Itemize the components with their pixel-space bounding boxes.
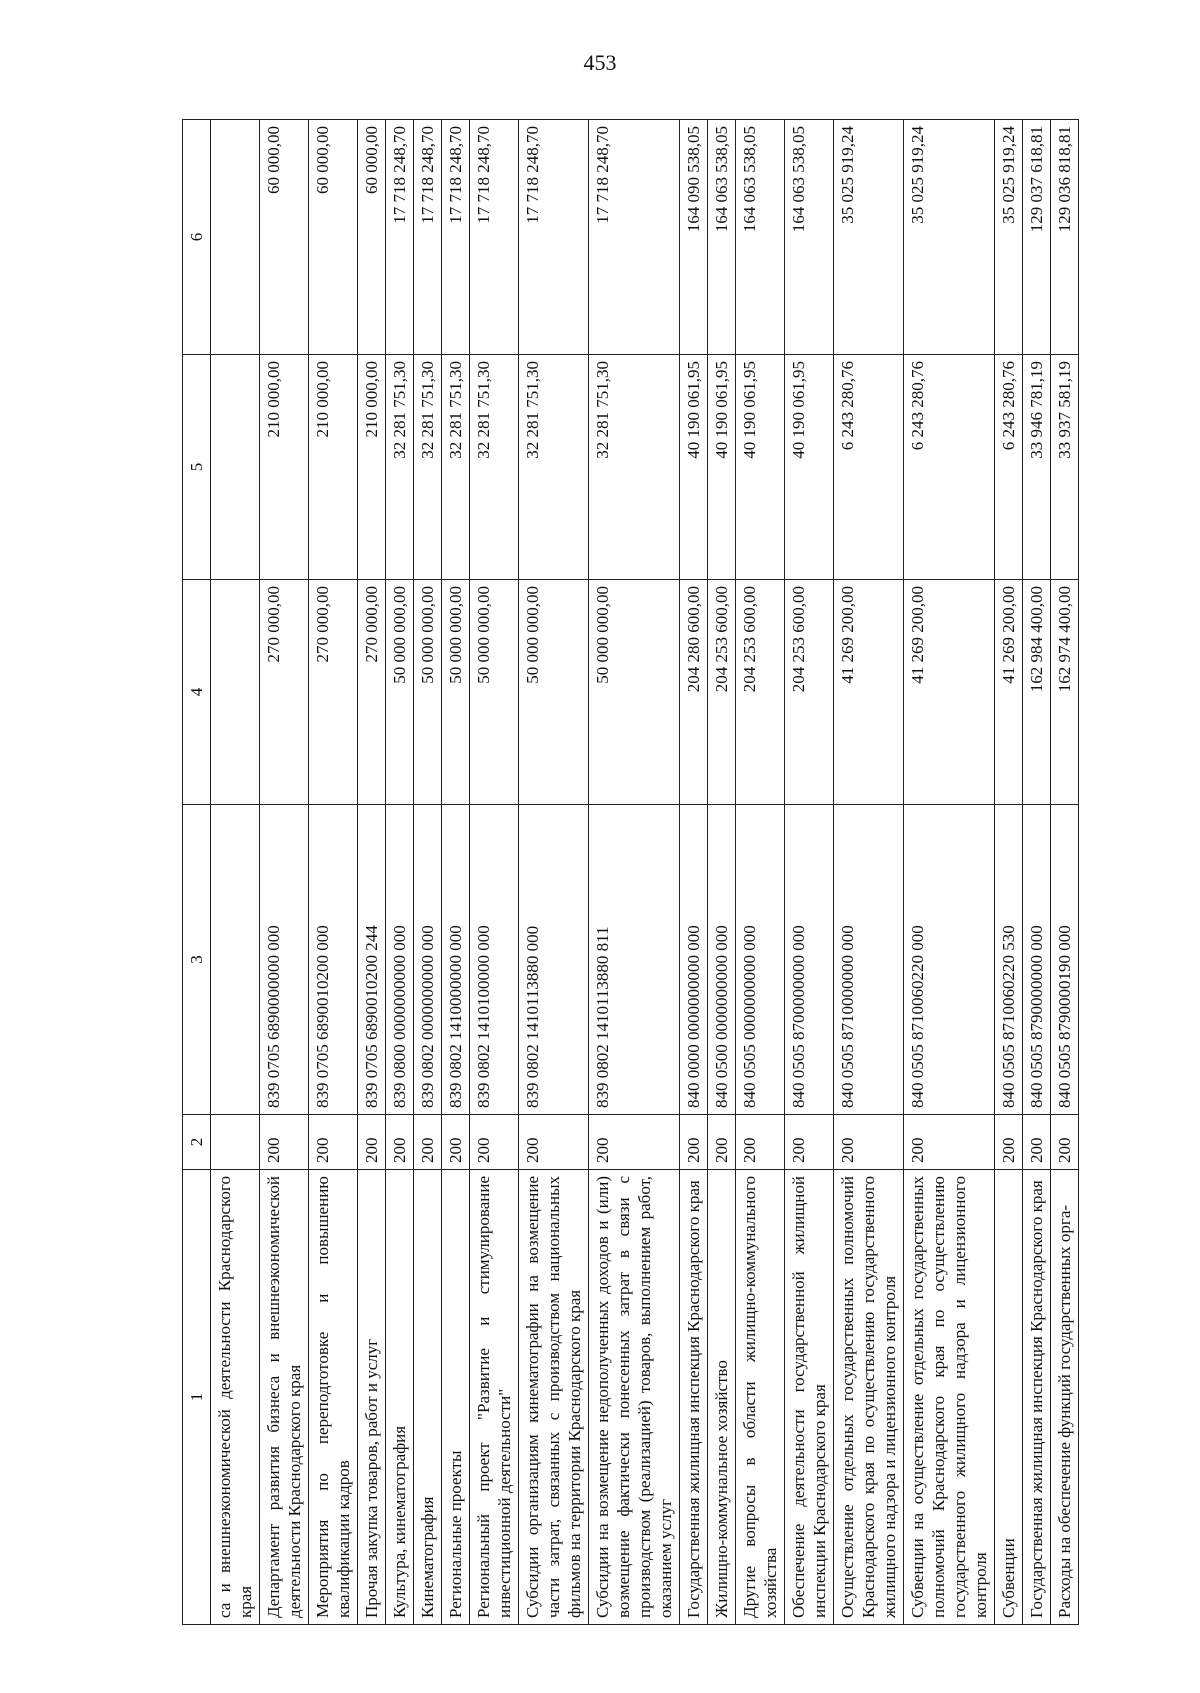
row-line-code: 200 [470, 1115, 519, 1170]
table-row [470, 120, 519, 1625]
budget-table-rotated [182, 120, 1200, 1625]
row-budget-code: 840 0505 0000000000 000 [736, 805, 785, 1115]
table-row [519, 120, 589, 1625]
column-header: 2 [183, 1115, 211, 1170]
row-unexecuted: 35 025 919,24 [904, 120, 995, 355]
row-budget-code: 840 0000 0000000000 000 [680, 805, 708, 1115]
row-budget-code: 840 0505 8790000000 000 [1023, 805, 1051, 1115]
row-line-code: 200 [519, 1115, 589, 1170]
row-approved: 204 280 600,00 [680, 580, 708, 805]
row-unexecuted: 17 718 248,70 [386, 120, 414, 355]
row-executed: 210 000,00 [260, 355, 309, 580]
row-approved: 162 974 400,00 [1051, 580, 1079, 805]
table-row [211, 120, 260, 1625]
page-number: 453 [583, 50, 617, 75]
row-approved: 50 000 000,00 [386, 580, 414, 805]
row-executed: 6 243 280,76 [904, 355, 995, 580]
row-budget-code [211, 805, 260, 1115]
table-row [904, 120, 995, 1625]
row-description: Субсидии организациям кинематографии на возмещение части затрат, связанных с производством национальных фильмов на территории Краснодарского края [519, 1170, 589, 1625]
row-budget-code: 840 0505 8700000000 000 [785, 805, 834, 1115]
row-line-code: 200 [309, 1115, 358, 1170]
row-unexecuted: 35 025 919,24 [834, 120, 904, 355]
row-approved: 204 253 600,00 [785, 580, 834, 805]
row-executed: 33 946 781,19 [1023, 355, 1051, 580]
row-description: Прочая закупка товаров, работ и услуг [358, 1170, 386, 1625]
row-line-code: 200 [386, 1115, 414, 1170]
table-row [260, 120, 309, 1625]
row-line-code: 200 [589, 1115, 680, 1170]
row-executed: 210 000,00 [358, 355, 386, 580]
table-header-row [183, 120, 211, 1625]
row-unexecuted: 60 000,00 [358, 120, 386, 355]
row-budget-code: 840 0505 8710060220 000 [904, 805, 995, 1115]
row-executed: 40 190 061,95 [680, 355, 708, 580]
row-executed: 32 281 751,30 [470, 355, 519, 580]
row-line-code: 200 [736, 1115, 785, 1170]
row-unexecuted: 164 063 538,05 [785, 120, 834, 355]
row-unexecuted: 17 718 248,70 [589, 120, 680, 355]
row-line-code: 200 [995, 1115, 1023, 1170]
table-row [995, 120, 1023, 1625]
row-approved: 162 984 400,00 [1023, 580, 1051, 805]
row-budget-code: 839 0802 1410100000 000 [470, 805, 519, 1115]
column-header: 5 [183, 355, 211, 580]
row-approved: 50 000 000,00 [414, 580, 442, 805]
row-approved: 204 253 600,00 [736, 580, 785, 805]
row-executed: 40 190 061,95 [736, 355, 785, 580]
row-line-code: 200 [442, 1115, 470, 1170]
row-unexecuted: 17 718 248,70 [414, 120, 442, 355]
row-approved: 270 000,00 [309, 580, 358, 805]
row-line-code: 200 [904, 1115, 995, 1170]
row-budget-code: 840 0505 8710000000 000 [834, 805, 904, 1115]
row-description: Субвенции [995, 1170, 1023, 1625]
row-description: Расходы на обеспечение функций государственных орга- [1051, 1170, 1079, 1625]
row-line-code: 200 [680, 1115, 708, 1170]
row-line-code: 200 [708, 1115, 736, 1170]
table-row [708, 120, 736, 1625]
row-line-code: 200 [414, 1115, 442, 1170]
row-line-code: 200 [1051, 1115, 1079, 1170]
row-budget-code: 840 0500 0000000000 000 [708, 805, 736, 1115]
row-description: Жилищно-коммунальное хозяйство [708, 1170, 736, 1625]
row-executed: 6 243 280,76 [995, 355, 1023, 580]
row-unexecuted: 60 000,00 [260, 120, 309, 355]
row-unexecuted [211, 120, 260, 355]
row-budget-code: 840 0505 8710060220 530 [995, 805, 1023, 1115]
row-budget-code: 839 0802 0000000000 000 [414, 805, 442, 1115]
row-approved: 204 253 600,00 [708, 580, 736, 805]
row-budget-code: 839 0705 6890010200 000 [309, 805, 358, 1115]
row-unexecuted: 164 063 538,05 [736, 120, 785, 355]
row-approved: 270 000,00 [260, 580, 309, 805]
row-description: Другие вопросы в области жилищно-коммунального хозяйства [736, 1170, 785, 1625]
table-row [442, 120, 470, 1625]
table-row [834, 120, 904, 1625]
row-unexecuted: 17 718 248,70 [470, 120, 519, 355]
row-description: Кинематография [414, 1170, 442, 1625]
row-line-code: 200 [834, 1115, 904, 1170]
row-unexecuted: 129 036 818,81 [1051, 120, 1079, 355]
row-approved: 50 000 000,00 [442, 580, 470, 805]
row-unexecuted: 129 037 618,81 [1023, 120, 1051, 355]
row-approved: 270 000,00 [358, 580, 386, 805]
column-header: 1 [183, 1170, 211, 1625]
row-unexecuted: 17 718 248,70 [519, 120, 589, 355]
row-executed: 40 190 061,95 [708, 355, 736, 580]
row-description: Региональные проекты [442, 1170, 470, 1625]
row-line-code: 200 [785, 1115, 834, 1170]
column-header: 3 [183, 805, 211, 1115]
row-budget-code: 839 0705 6890010200 244 [358, 805, 386, 1115]
row-unexecuted: 164 063 538,05 [708, 120, 736, 355]
row-executed: 32 281 751,30 [414, 355, 442, 580]
row-approved: 41 269 200,00 [834, 580, 904, 805]
row-approved: 50 000 000,00 [589, 580, 680, 805]
row-executed: 32 281 751,30 [519, 355, 589, 580]
table-row [309, 120, 358, 1625]
row-description: Государственная жилищная инспекция Краснодарского края [680, 1170, 708, 1625]
row-executed: 33 937 581,19 [1051, 355, 1079, 580]
table-row [1023, 120, 1051, 1625]
row-line-code [211, 1115, 260, 1170]
table-row [680, 120, 708, 1625]
budget-table [182, 119, 1079, 1625]
row-description: Культура, кинематография [386, 1170, 414, 1625]
column-header: 4 [183, 580, 211, 805]
table-row [386, 120, 414, 1625]
row-budget-code: 839 0705 6890000000 000 [260, 805, 309, 1115]
row-budget-code: 839 0802 1410113880 000 [519, 805, 589, 1115]
row-executed: 40 190 061,95 [785, 355, 834, 580]
table-row [785, 120, 834, 1625]
row-line-code: 200 [358, 1115, 386, 1170]
table-row [358, 120, 386, 1625]
row-description: Региональный проект "Развитие и стимулирование инвестиционной деятельности" [470, 1170, 519, 1625]
row-executed [211, 355, 260, 580]
row-description: Субсидии на возмещение недополученных доходов и (или) возмещение фактически понесенных затрат в связи с производством (реализацией) товаров, выполнением работ, оказанием услуг [589, 1170, 680, 1625]
row-unexecuted: 35 025 919,24 [995, 120, 1023, 355]
row-executed: 210 000,00 [309, 355, 358, 580]
row-approved [211, 580, 260, 805]
row-description: са и внешнеэкономической деятельности Краснодарского края [211, 1170, 260, 1625]
row-unexecuted: 60 000,00 [309, 120, 358, 355]
row-line-code: 200 [1023, 1115, 1051, 1170]
table-row [589, 120, 680, 1625]
table-row [1051, 120, 1079, 1625]
row-budget-code: 839 0800 0000000000 000 [386, 805, 414, 1115]
table-body [211, 120, 1079, 1625]
row-budget-code: 840 0505 8790000190 000 [1051, 805, 1079, 1115]
row-approved: 41 269 200,00 [995, 580, 1023, 805]
table-row [414, 120, 442, 1625]
row-unexecuted: 164 090 538,05 [680, 120, 708, 355]
row-executed: 32 281 751,30 [589, 355, 680, 580]
column-header: 6 [183, 120, 211, 355]
row-description: Осуществление отдельных государственных полномочий Краснодарского края по осуществлению государственного жилищного надзора и лицензионного контроля [834, 1170, 904, 1625]
row-executed: 32 281 751,30 [386, 355, 414, 580]
row-description: Государственная жилищная инспекция Краснодарского края [1023, 1170, 1051, 1625]
row-description: Обеспечение деятельности государственной жилищной инспекции Краснодарского края [785, 1170, 834, 1625]
row-approved: 50 000 000,00 [470, 580, 519, 805]
row-executed: 6 243 280,76 [834, 355, 904, 580]
row-executed: 32 281 751,30 [442, 355, 470, 580]
row-budget-code: 839 0802 1410000000 000 [442, 805, 470, 1115]
row-description: Мероприятия по переподготовке и повышению квалификации кадров [309, 1170, 358, 1625]
row-budget-code: 839 0802 1410113880 811 [589, 805, 680, 1115]
row-description: Субвенции на осуществление отдельных государственных полномочий Краснодарского края по осуществлению государственного жилищного надзора и лицензионного контроля [904, 1170, 995, 1625]
row-unexecuted: 17 718 248,70 [442, 120, 470, 355]
row-approved: 50 000 000,00 [519, 580, 589, 805]
row-line-code: 200 [260, 1115, 309, 1170]
table-row [736, 120, 785, 1625]
row-approved: 41 269 200,00 [904, 580, 995, 805]
row-description: Департамент развития бизнеса и внешнеэкономической деятельности Краснодарского края [260, 1170, 309, 1625]
